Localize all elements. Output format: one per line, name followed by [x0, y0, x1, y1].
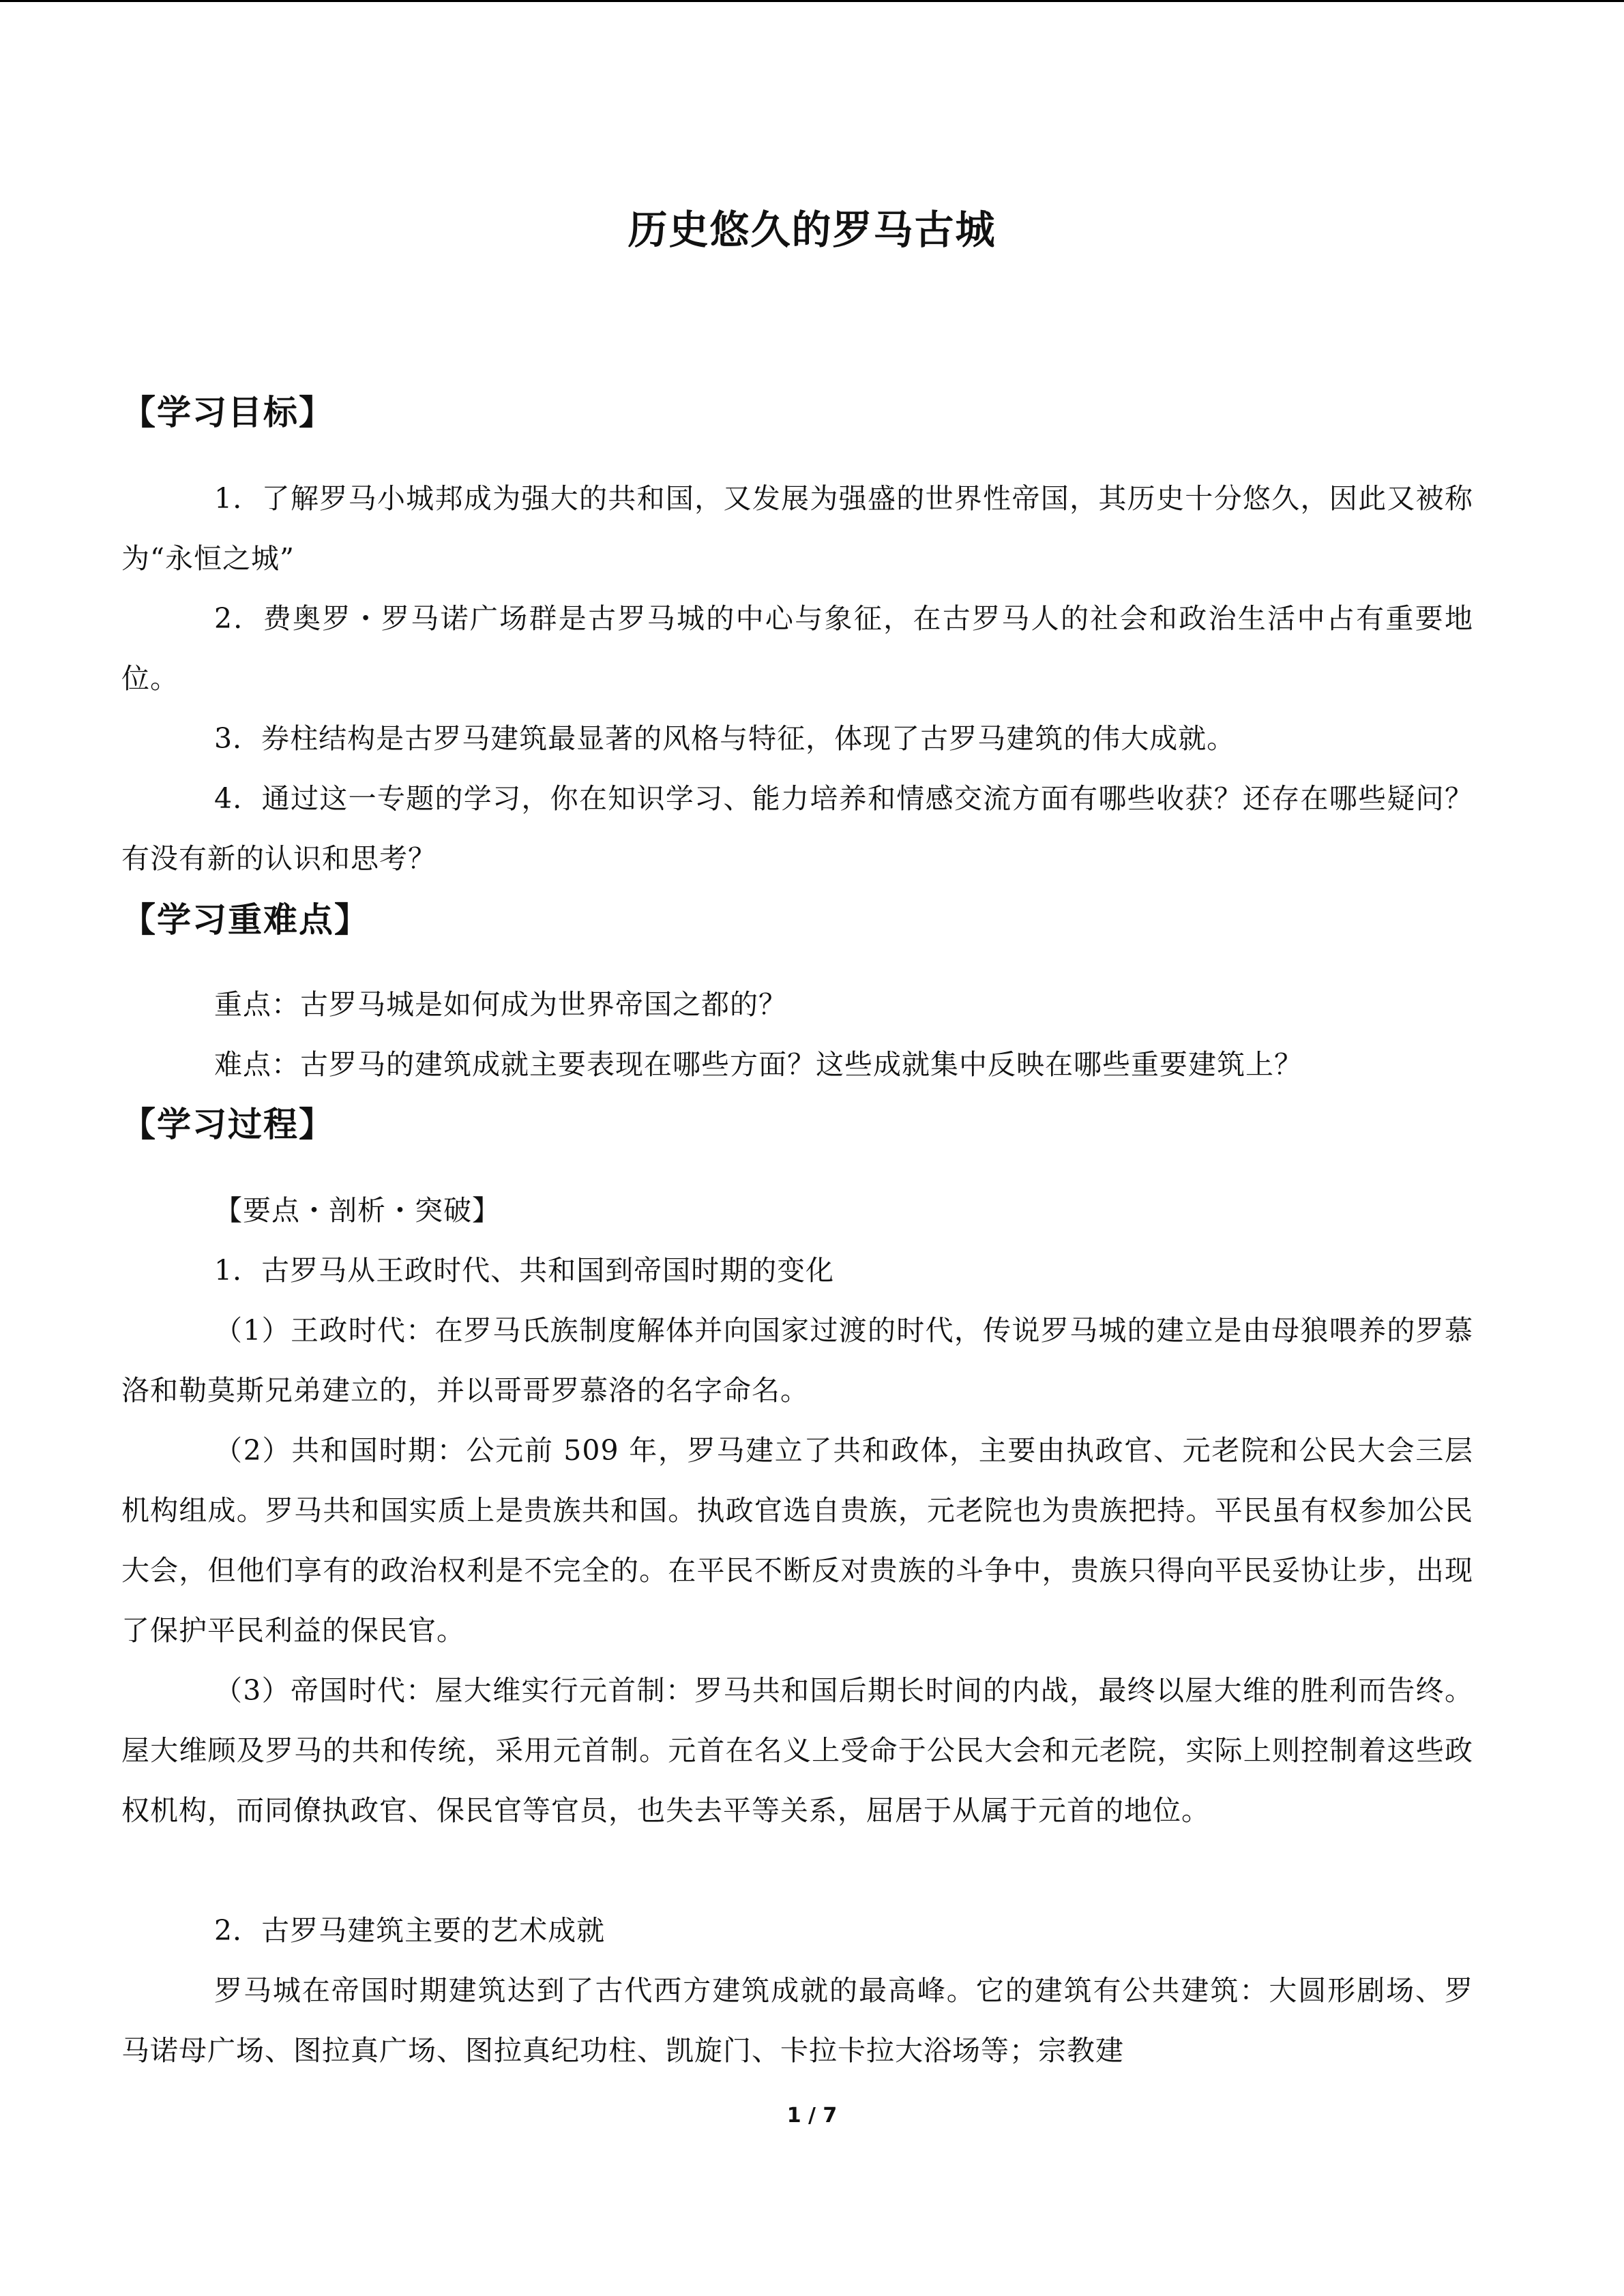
topic-2-text: 罗马城在帝国时期建筑达到了古代西方建筑成就的最高峰。它的建筑有公共建筑：大圆形剧场、罗马诺母广场、图拉真广场、图拉真纪功柱、凯旋门、卡拉卡拉大浴场等；宗教建	[121, 1974, 1473, 2067]
objective-item-3: 3．券柱结构是古罗马建筑最显著的风格与特征，体现了古罗马建筑的伟大成就。	[214, 722, 1236, 755]
difficult-point-text: 难点：古罗马的建筑成就主要表现在哪些方面？这些成就集中反映在哪些重要建筑上？	[214, 1048, 1303, 1081]
objective-item-4: 4．通过这一专题的学习，你在知识学习、能力培养和情感交流方面有哪些收获？还存在哪些疑问？有没有新的认识和思考？	[121, 782, 1473, 875]
topic-1-item-monarchy: （1）王政时代：在罗马氏族制度解体并向国家过渡的时代，传说罗马城的建立是由母狼喂养的罗慕洛和勒莫斯兄弟建立的，并以哥哥罗慕洛的名字命名。	[121, 1314, 1473, 1407]
page-title: 历史悠久的罗马古城	[628, 207, 996, 253]
objectives-heading: 【学习目标】	[121, 393, 334, 432]
topic-1-item-republic: （2）共和国时期：公元前 509 年，罗马建立了共和政体，主要由执政官、元老院和公民大会三层机构组成。罗马共和国实质上是贵族共和国。执政官选自贵族，元老院也为贵族把持。平民虽有权参加公民大会，但他们享有的政治权利是不完全的。在平民不断反对贵族的斗争中，贵族只得向平民妥协让步，出现了保护平民利益的保民官。	[121, 1434, 1473, 1647]
topic-1-title: 1．古罗马从王政时代、共和国到帝国时期的变化	[214, 1254, 835, 1287]
key-point-text: 重点：古罗马城是如何成为世界帝国之都的？	[214, 988, 787, 1021]
process-heading: 【学习过程】	[121, 1105, 334, 1144]
page-number: 1 / 7	[786, 2104, 838, 2128]
topic-1-item-empire: （3）帝国时代：屋大维实行元首制：罗马共和国后期长时间的内战，最终以屋大维的胜利而告终。屋大维顾及罗马的共和传统，采用元首制。元首在名义上受命于公民大会和元老院，实际上则控制着这些政权机构，而同僚执政官、保民官等官员，也失去平等关系，屈居于从属于元首的地位。	[121, 1674, 1473, 1827]
topic-2-title: 2．古罗马建筑主要的艺术成就	[214, 1914, 606, 1947]
objective-item-1: 1．了解罗马小城邦成为强大的共和国，又发展为强盛的世界性帝国，其历史十分悠久，因此又被称为“永恒之城”	[121, 482, 1473, 575]
key-points-heading: 【学习重难点】	[121, 900, 370, 940]
objective-item-2: 2．费奥罗・罗马诺广场群是古罗马城的中心与象征，在古罗马人的社会和政治生活中占有重要地位。	[121, 602, 1473, 695]
process-subheading: 【要点・剖析・突破】	[214, 1194, 501, 1227]
